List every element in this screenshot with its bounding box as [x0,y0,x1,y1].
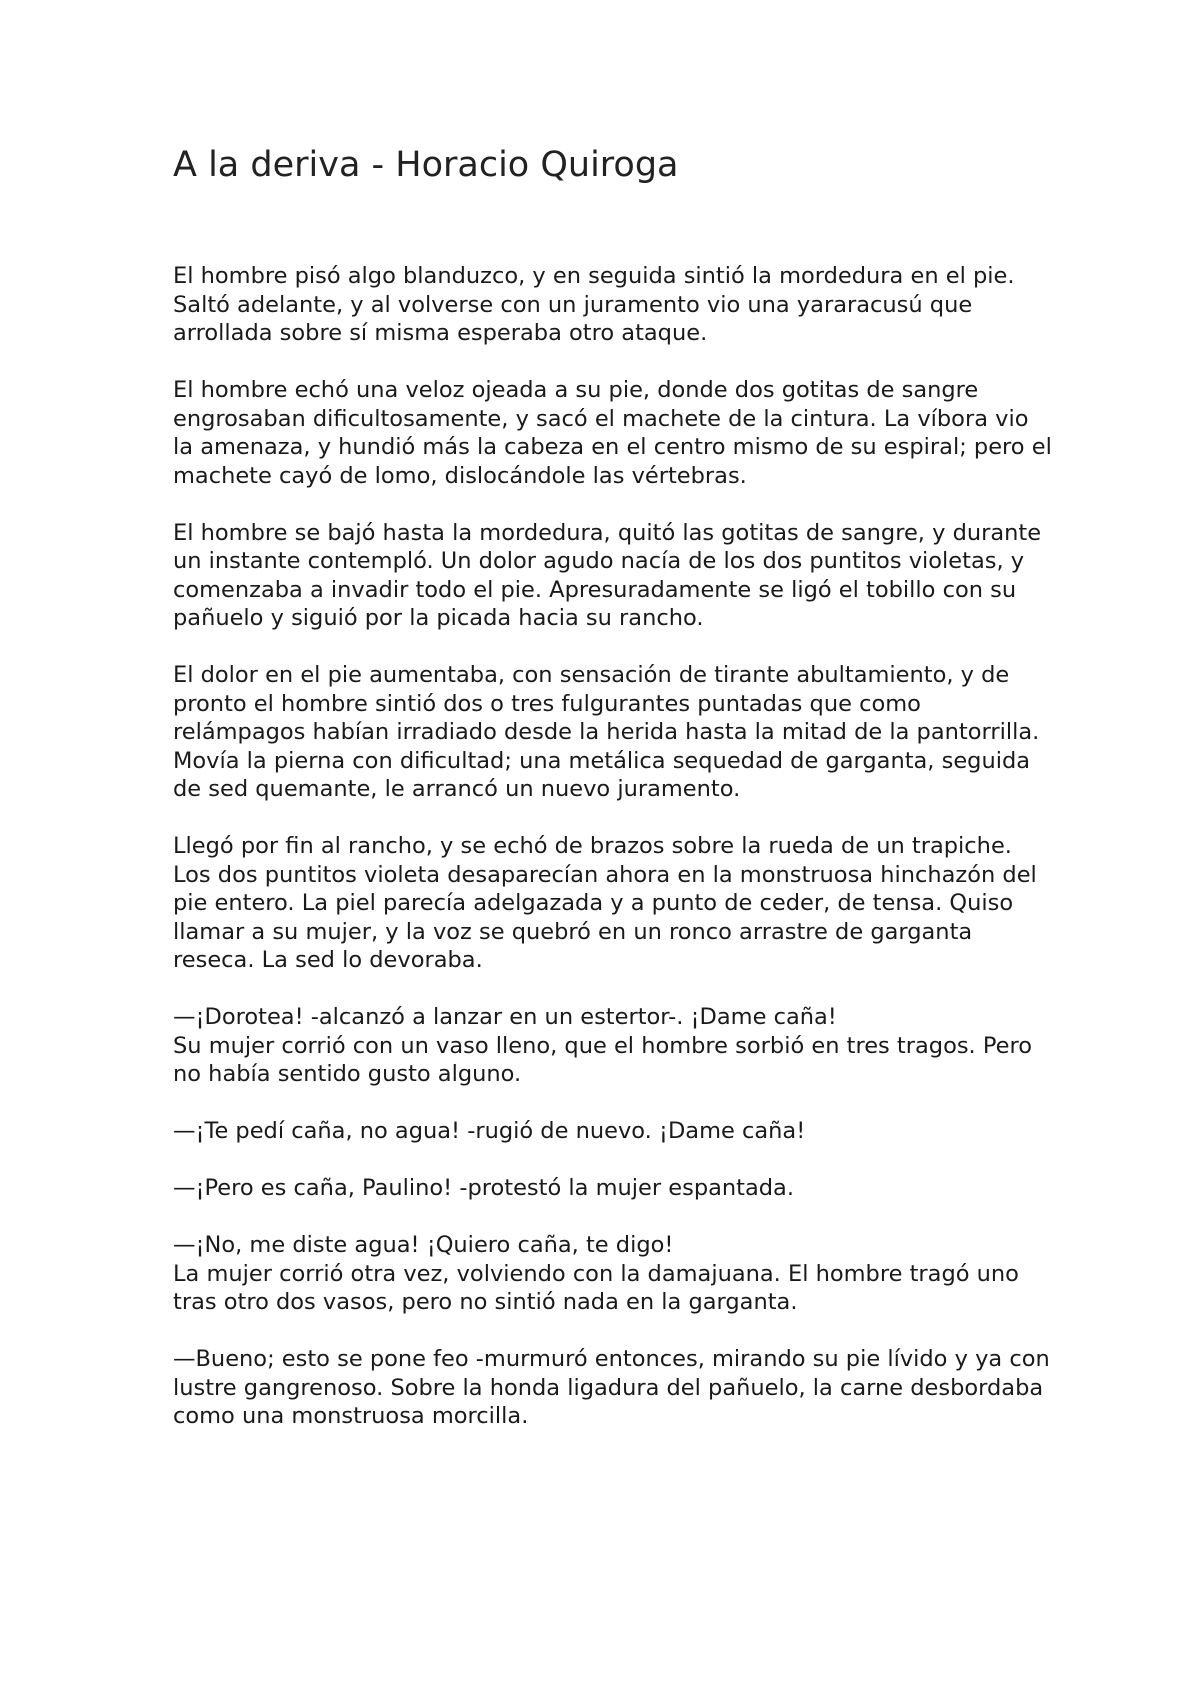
document-title: A la deriva - Horacio Quiroga [173,145,679,185]
paragraph: El hombre echó una veloz ojeada a su pie, donde dos gotitas de sangre engrosaban dificultosamente, y sacó el machete de la cintura. La víbora vio la amenaza, y hundió más la cabeza en el centro mismo de su espiral; pero el machete cayó de lomo, dislocándole las vértebras. [173,377,1052,489]
paragraph: —¡Dorotea! -alcanzó a lanzar en un estertor-. ¡Dame caña! Su mujer corrió con un vaso lleno, que el hombre sorbió en tres tragos. Pero no había sentido gusto alguno. [173,1004,1032,1087]
paragraph: El hombre se bajó hasta la mordedura, quitó las gotitas de sangre, y durante un instante contempló. Un dolor agudo nacía de los dos puntitos violetas, y comenzaba a invadir todo el pie. Apresuradamente se ligó el tobillo con su pañuelo y siguió por la picada hacia su rancho. [173,519,1042,631]
paragraph: —¡Pero es caña, Paulino! -protestó la mujer espantada. [173,1175,794,1201]
paragraph: El hombre pisó algo blanduzco, y en seguida sintió la mordedura en el pie. Saltó adelante, y al volverse con un juramento vio una yararacusú que arrollada sobre sí misma esperaba otro ataque. [173,263,1015,346]
paragraph: —¡No, me diste agua! ¡Quiero caña, te digo! La mujer corrió otra vez, volviendo con la damajuana. El hombre tragó uno tras otro dos vasos, pero no sintió nada en la garganta. [173,1232,1019,1315]
document-body [173,142,1053,1459]
paragraph: —Bueno; esto se pone feo -murmuró entonces, mirando su pie lívido y ya con lustre gangrenoso. Sobre la honda ligadura del pañuelo, la carne desbordaba como una monstruosa morcilla. [173,1346,1050,1429]
paragraph: —¡Te pedí caña, no agua! -rugió de nuevo. ¡Dame caña! [173,1118,806,1144]
paragraph: Llegó por fin al rancho, y se echó de brazos sobre la rueda de un trapiche. Los dos puntitos violeta desaparecían ahora en la monstruosa hinchazón del pie entero. La piel parecía adelgazada y a punto de ceder, de tensa. Quiso llamar a su mujer, y la voz se quebró en un ronco arrastre de garganta reseca. La sed lo devoraba. [173,833,1037,973]
paragraph: El dolor en el pie aumentaba, con sensación de tirante abultamiento, y de pronto el hombre sintió dos o tres fulgurantes puntadas que como relámpagos habían irradiado desde la herida hasta la mitad de la pantorrilla. Movía la pierna con dificultad; una metálica sequedad de garganta, seguida de sed quemante, le arrancó un nuevo juramento. [173,662,1040,802]
